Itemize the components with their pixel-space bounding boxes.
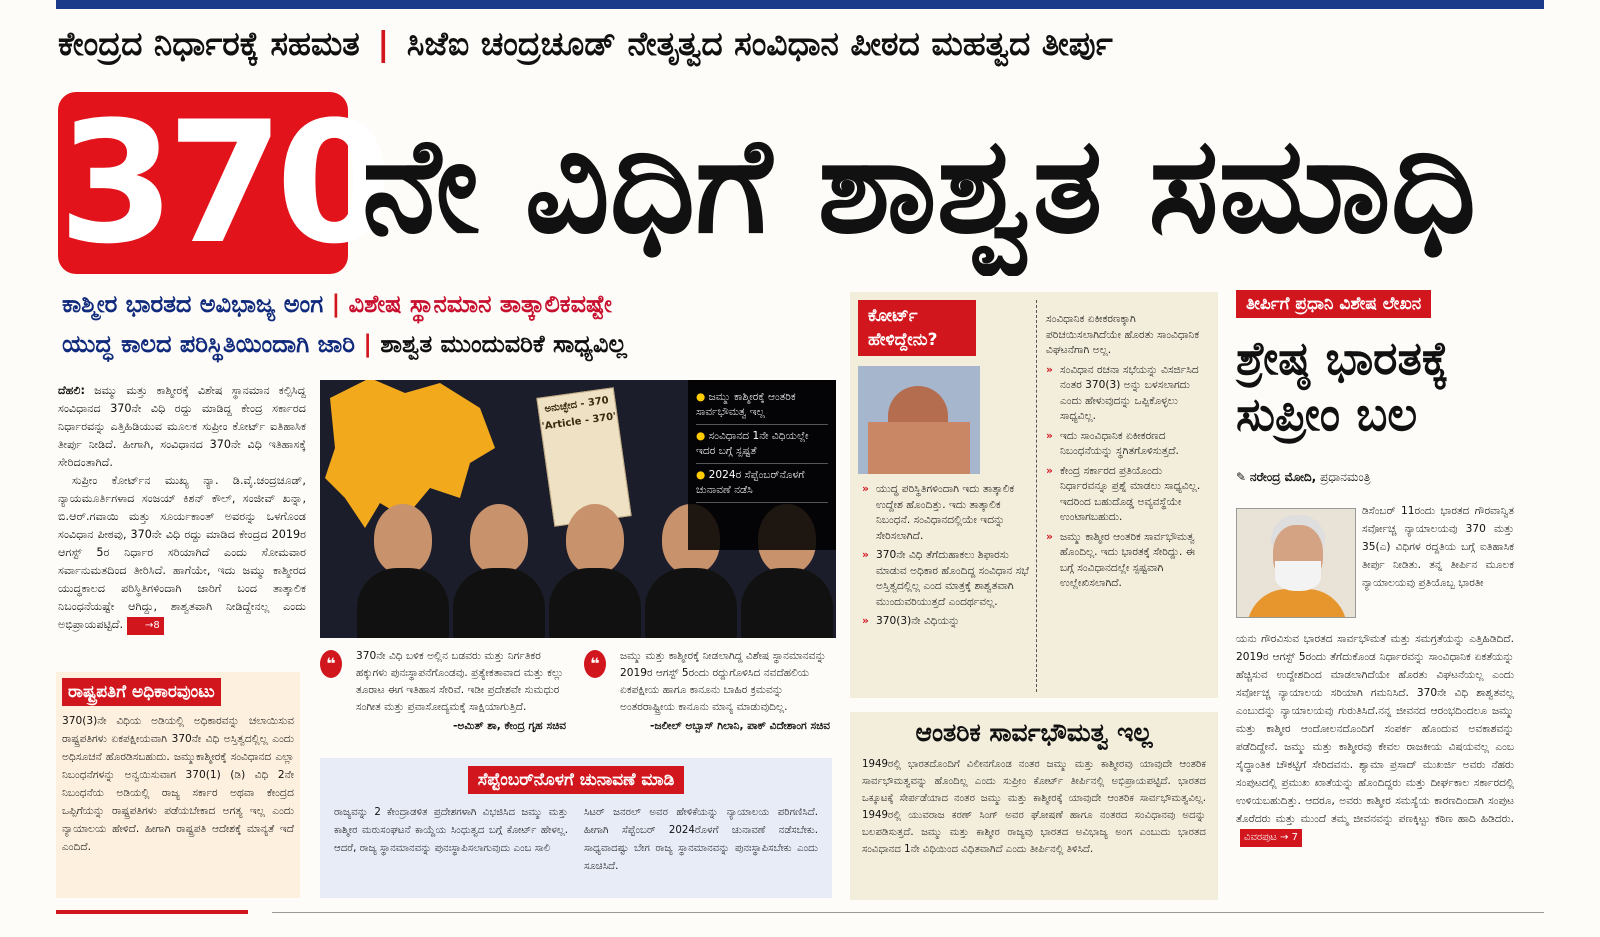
pm-article-title: ಶ್ರೇಷ್ಠ ಭಾರತಕ್ಕೆ ಸುಪ್ರೀಂ ಬಲ: [1236, 331, 1449, 441]
page-ref-badge[interactable]: →8: [127, 617, 164, 635]
president-box-body: 370(3)ನೇ ವಿಧಿಯ ಅಡಿಯಲ್ಲಿ ಅಧಿಕಾರವನ್ನು ಚಲಾಯಿಸುವ ರಾಷ್ಟ್ರಪತಿಗಳು ಏಕಪಕ್ಷೀಯವಾಗಿ 370ನೇ ವಿಧಿ ಅಸ್ತಿತ್ವದಲ್ಲಿಲ್ಲ ಎಂದು ಅಧಿಸೂಚನೆ ಹೊರಡಿಸಬಹುದು. ಜಮ್ಮುಕಾಶ್ಮೀರಕ್ಕೆ ಸಂವಿಧಾನದ ಎಲ್ಲಾ ನಿಬಂಧನೆಗಳನ್ನು ಅನ್ವಯಿಸುವಾಗ 370(1) (ಡಿ) ವಿಧಿ 2ನೇ ನಿಬಂಧನೆಯ ಅಡಿಯಲ್ಲಿ ರಾಜ್ಯ ಸರ್ಕಾರ ಅಥವಾ ಕೇಂದ್ರದ ಒಪ್ಪಿಗೆಯನ್ನು ರಾಷ್ಟ್ರಪತಿಗಳು ಪಡೆಯಬೇಕಾದ ಅಗತ್ಯ ಇಲ್ಲ ಎಂದು ನ್ಯಾಯಾಲಯ ಹೇಳಿದೆ. ಹೀಗಾಗಿ ರಾಷ್ಟ್ರಪತಿ ಆದೇಶಕ್ಕೆ ಮಾನ್ಯತೆ ಇದೆ ಎಂದಿದೆ.: [62, 715, 294, 853]
lead-story: [58, 382, 306, 635]
president-power-box: [56, 672, 300, 898]
sovereignty-body: 1949ರಲ್ಲಿ ಭಾರತದೊಂದಿಗೆ ವಿಲೀನಗೊಂಡ ನಂತರ ಜಮ್ಮು ಮತ್ತು ಕಾಶ್ಮೀರವು ಯಾವುದೇ ಆಂತರಿಕ ಸಾರ್ವಭೌಮತ್ವವನ್ನು ಹೊಂದಿಲ್ಲ ಎಂದು ಸುಪ್ರೀಂ ಕೋರ್ಟ್ ತೀರ್ಪಿನಲ್ಲಿ ಅಭಿಪ್ರಾಯಪಟ್ಟಿದೆ. ಭಾರತದ ಒಕ್ಕೂಟಕ್ಕೆ ಸೇರ್ಪಡೆಯಾದ ನಂತರ ಜಮ್ಮು ಮತ್ತು ಕಾಶ್ಮೀರಕ್ಕೆ ಯಾವುದೇ ಆಂತರಿಕ ಸಾರ್ವಭೌಮತ್ವವಿಲ್ಲ. 1949ರಲ್ಲಿ ಯುವರಾಜ ಕರಣ್ ಸಿಂಗ್ ಅವರ ಘೋಷಣೆ ಹಾಗೂ ನಂತರದ ಸಂವಿಧಾನವು ಅದನ್ನು ಬಲಪಡಿಸುತ್ತದೆ. ಜಮ್ಮು ಮತ್ತು ಕಾಶ್ಮೀರ ರಾಜ್ಯವು ಭಾರತದ ಅವಿಭಾಜ್ಯ ಅಂಗ ಎಂಬುದು ಭಾರತದ ಸಂವಿಧಾನದ 1ನೇ ವಿಧಿಯಿಂದ ವಿಧಿತವಾಗಿದೆ ಎಂದು ತೀರ್ಪಿನಲ್ಲಿ ತಿಳಿಸಿದೆ.: [862, 759, 1206, 855]
court-point-intro: ಸಂವಿಧಾನಿಕ ಏಕೀಕರಣಕ್ಕಾಗಿ ಪರಿಚಯಿಸಲಾಗಿದೆಯೇ ಹೊರತು ಸಾಂವಿಧಾನಿಕ ವಿಘಟನೆಗಾಗಿ ಅಲ್ಲ.: [1046, 313, 1200, 356]
kicker-line: [58, 24, 1544, 64]
pm-article-tag: ತೀರ್ಪಿಗೆ ಪ್ರಧಾನಿ ವಿಶೇಷ ಲೇಖನ: [1236, 290, 1431, 318]
judge-portrait: [456, 504, 542, 638]
court-said-box: [850, 292, 1218, 698]
lead-para-2: ಸುಪ್ರೀಂ ಕೋರ್ಟ್‌ನ ಮುಖ್ಯ ನ್ಯಾ. ಡಿ.ವೈ.ಚಂದ್ರಚೂಡ್, ನ್ಯಾಯಮೂರ್ತಿಗಳಾದ ಸಂಜಯ್ ಕಿಶನ್ ಕೌಲ್, ಸಂಜೀವ್ ಖನ್ನಾ, ಬಿ.ಆರ್.ಗವಾಯಿ ಮತ್ತು ಸೂರ್ಯಕಾಂತ್ ಅವರನ್ನು ಒಳಗೊಂಡ ಸಂವಿಧಾನ ಪೀಠವು, 370ನೇ ವಿಧಿ ರದ್ದು ಮಾಡಿದ ಕೇಂದ್ರದ 2019ರ ಆಗಸ್ಟ್ 5ರ ನಿರ್ಧಾರ ಸರಿಯಾಗಿದೆ ಎಂದು ಸೋಮವಾರ ಸರ್ವಾನುಮತದಿಂದ ತೀರಿಸಿದೆ. ಹಾಗೆಯೇ, ಇದು ಜಮ್ಮು ಕಾಶ್ಮೀರದ ಯುದ್ಧಕಾಲದ ಪರಿಸ್ಥಿತಿಗಳಿಂದಾಗಿ ಜಾರಿಗೆ ಬಂದ ತಾತ್ಕಾಲಿಕ ನಿಬಂಧನೆಯಷ್ಟೇ ಆಗಿದ್ದು, ಶಾಶ್ವತವಾಗಿ ನೀಡಿದ್ದೇನಲ್ಲ ಎಂದು ಅಭಿಪ್ರಾಯಪಟ್ಟಿದೆ.: [58, 474, 306, 631]
fact-item: ● ಸಂವಿಧಾನದ 1ನೇ ವಿಧಿಯಲ್ಲೇ ಇದರ ಬಗ್ಗೆ ಸ್ಪಷ್ಟತೆ: [696, 425, 828, 464]
kicker-left: ಕೇಂದ್ರದ ನಿರ್ಧಾರಕ್ಕೆ ಸಹಮತ: [58, 24, 360, 63]
subhead-bar: |: [331, 290, 341, 318]
election-col-2: ಸಿಟರ್ ಜನರಲ್ ಅವರ ಹೇಳಿಕೆಯನ್ನು ನ್ಯಾಯಾಲಯ ಪರಿಗಣಿಸಿದೆ. ಹೀಗಾಗಿ ಸೆಪ್ಟೆಂಬರ್ 2024ರೊಳಗೆ ಚುನಾವಣೆ ನಡೆಸಬೇಕು. ಸಾಧ್ಯವಾದಷ್ಟು ಬೇಗ ರಾಜ್ಯ ಸ್ಥಾನಮಾನವನ್ನು ಪುನಃಸ್ಥಾಪಿಸಬೇಕು ಎಂದು ಸೂಚಿಸಿದೆ.: [584, 807, 818, 872]
quote-amit-shah: [322, 648, 566, 735]
court-box-title: ಕೋರ್ಟ್ ಹೇಳಿದ್ದೇನು?: [858, 300, 976, 356]
sovereignty-title: ಆಂತರಿಕ ಸಾರ್ವಭೌಮತ್ವ ಇಲ್ಲ: [915, 718, 1153, 747]
court-point: » 370ನೇ ವಿಧಿ ತೆಗೆದುಹಾಕಲು ಶಿಫಾರಸು ಮಾಡುವ ಅಧಿಕಾರ ಹೊಂದಿದ್ದ ಸಂವಿಧಾನ ಸಭೆ ಅಸ್ತಿತ್ವದಲ್ಲಿಲ್ಲ ಎಂದ ಮಾತ್ರಕ್ಕೆ ಶಾಶ್ವತವಾಗಿ ಮುಂದುವರಿಯುತ್ತದೆ ಎಂದರ್ಥವಲ್ಲ.: [862, 548, 1030, 610]
lead-para-1: ಜಮ್ಮು ಮತ್ತು ಕಾಶ್ಮೀರಕ್ಕೆ ವಿಶೇಷ ಸ್ಥಾನಮಾನ ಕಲ್ಪಿಸಿದ್ದ ಸಂವಿಧಾನದ 370ನೇ ವಿಧಿ ರದ್ದು ಮಾಡಿದ್ದ ಕೇಂದ್ರ ಸರ್ಕಾರದ ನಿರ್ಧಾರವನ್ನು ಎತ್ತಿಹಿಡಿಯುವ ಮೂಲಕ ಸುಪ್ರೀಂ ಕೋರ್ಟ್ ಐತಿಹಾಸಿಕ ತೀರ್ಪು ನೀಡಿದೆ. ಹೀಗಾಗಿ, ಸಂವಿಧಾನದ 370ನೇ ವಿಧಿ ಇತಿಹಾಸಕ್ಕೆ ಸೇರಿದಂತಾಗಿದೆ.: [58, 384, 306, 469]
pm-article-body-2: ಯನು ಗೌರವಿಸುವ ಭಾರತದ ಸಾರ್ವಭೌಮತೆ ಮತ್ತು ಸಮಗ್ರತೆಯನ್ನು ಎತ್ತಿಹಿಡಿದಿದೆ. 2019ರ ಆಗಸ್ಟ್ 5ರಂದು ತೆಗೆದುಕೊಂಡ ನಿರ್ಧಾರವನ್ನು ಸಾಂವಿಧಾನಿಕ ಏಕತೆಯನ್ನು ಹೆಚ್ಚಿಸುವ ಉದ್ದೇಶದಿಂದ ಮಾಡಲಾಗಿದೆಯೇ ಹೊರತು ವಿಘಟನೆಯಲ್ಲ ಎಂದು ಸರ್ವೋಚ್ಚ ನ್ಯಾಯಾಲಯ ಸರಿಯಾಗಿ ಗಮನಿಸಿದೆ. 370ನೇ ವಿಧಿ ಶಾಶ್ವತವಲ್ಲ ಎಂಬುದನ್ನು ನ್ಯಾಯಾಲಯವು ಗುರುತಿಸಿದೆ.ನನ್ನ ಜೀವನದ ಆರಂಭದಿಂದಲೂ ಜಮ್ಮು ಮತ್ತು ಕಾಶ್ಮೀರ ಆಂದೋಲನದೊಂದಿಗೆ ಸಂಪರ್ಕ ಹೊಂದುವ ಅವಕಾಶವನ್ನು ಪಡೆದಿದ್ದೇನೆ. ಜಮ್ಮು ಮತ್ತು ಕಾಶ್ಮೀರವು ಕೇವಲ ರಾಜಕೀಯ ವಿಷಯವಲ್ಲ ಎಂಬ ಸೈದ್ಧಾಂತಿಕ ಚೌಕಟ್ಟಿಗೆ ಸೇರಿದವನು. ಶ್ಯಾಮಾ ಪ್ರಸಾದ್ ಮುಖರ್ಜಿ ಅವರು ನೆಹರು ಸಂಪುಟದಲ್ಲಿ ಪ್ರಮುಖ ಖಾತೆಯನ್ನು ಹೊಂದಿದ್ದರು ಮತ್ತು ದೀರ್ಘಕಾಲ ಸರ್ಕಾರದಲ್ಲಿ ಉಳಿಯಬಹುದಿತ್ತು. ಆದರೂ, ಅವರು ಕಾಶ್ಮೀರ ಸಮಸ್ಯೆಯ ಕಾರಣದಿಂದಾಗಿ ಸಂಪುಟ ತೊರೆದರು ಮತ್ತು ಮುಂದೆ ತಮ್ಮ ಜೀವನವನ್ನು ಪಣಕ್ಕಿಟ್ಟು ಕಠಿಣ ಹಾದಿ ಹಿಡಿದರು. ವಿವರಪುಟ → 7: [1236, 630, 1514, 847]
continued-page-ref[interactable]: ವಿವರಪುಟ → 7: [1240, 829, 1302, 847]
quote-attribution: -ಜಲೀಲ್ ಅಬ್ಬಾಸ್ ಗಿಲಾನಿ, ಪಾಕ್ ವಿದೇಶಾಂಗ ಸಚಿವ: [650, 720, 830, 732]
judge-portrait: [552, 504, 638, 638]
bottom-grey-rule: [272, 912, 1544, 913]
court-points-left: [862, 482, 1030, 634]
top-color-bar: [56, 0, 1544, 9]
author-name: ನರೇಂದ್ರ ಮೋದಿ,: [1249, 470, 1317, 484]
court-point: » ಕೇಂದ್ರ ಸರ್ಕಾರದ ಪ್ರತಿಯೊಂದು ನಿರ್ಧಾರವನ್ನೂ ಪ್ರಶ್ನೆ ಮಾಡಲು ಸಾಧ್ಯವಿಲ್ಲ. ಇದರಿಂದ ಬಹುದೊಡ್ಡ ಅವ್ಯವಸ್ಥೆಯೇ ಉಂಟಾಗಬಹುದು.: [1046, 464, 1206, 526]
election-box: [320, 758, 832, 898]
book-title-kannada: ಅನುಚ್ಛೇದ - 370: [543, 395, 610, 415]
byline: [1236, 470, 1371, 485]
quote-attribution: -ಅಮಿತ್ ಶಾ, ಕೇಂದ್ರ ಗೃಹ ಸಚಿವ: [453, 720, 566, 732]
subhead-line-1: [62, 290, 852, 318]
headline-number-370: 370: [58, 85, 385, 281]
election-box-title: ಸೆಪ್ಟೆಂಬರ್‌ನೊಳಗೆ ಚುನಾವಣೆ ಮಾಡಿ: [468, 766, 685, 794]
pen-icon: ✎: [1236, 470, 1247, 484]
supreme-court-building-image: [858, 366, 980, 474]
quote-gilani: [586, 648, 830, 735]
subhead-1b: ವಿಶೇಷ ಸ್ಥಾನಮಾನ ತಾತ್ಕಾಲಿಕವಷ್ಟೇ: [348, 290, 612, 318]
subhead-2a: ಯುದ್ಧ ಕಾಲದ ಪರಿಸ್ಥಿತಿಯಿಂದಾಗಿ ಜಾರಿ: [62, 330, 355, 358]
pm-article-body-1: ಡಿಸೆಂಬರ್ 11ರಂದು ಭಾರತದ ಗೌರವಾನ್ವಿತ ಸರ್ವೋಚ್ಚ ನ್ಯಾಯಾಲಯವು 370 ಮತ್ತು 35(ಎ) ವಿಧಿಗಳ ರದ್ದತಿಯ ಬಗ್ಗೆ ಐತಿಹಾಸಿಕ ತೀರ್ಪು ನೀಡಿತು. ತನ್ನ ತೀರ್ಪಿನ ಮೂಲಕ ನ್ಯಾಯಾಲಯವು ಪ್ರತಿಯೊಬ್ಬ ಭಾರತೀ: [1362, 505, 1514, 589]
author-photo: [1236, 508, 1356, 618]
author-role: ಪ್ರಧಾನಮಂತ್ರಿ: [1320, 470, 1371, 484]
court-point: » ಇದು ಸಾಂವಿಧಾನಿಕ ಏಕೀಕರಣದ ನಿಬಂಧನೆಯನ್ನು ಸ್ಥಗಿತಗೊಳಿಸುತ್ತದೆ.: [1046, 429, 1206, 460]
subhead-line-2: [62, 330, 852, 358]
dashed-divider: [1036, 300, 1037, 692]
court-point: » ಸಂವಿಧಾನ ರಚನಾ ಸಭೆಯನ್ನು ವಿಸರ್ಜಿಸಿದ ನಂತರ 370(3) ಅನ್ನು ಬಳಸಲಾಗದು ಎಂದು ಹೇಳುವುದನ್ನು ಒಪ್ಪಿಕೊಳ್ಳಲು ಸಾಧ್ಯವಿಲ್ಲ.: [1046, 363, 1206, 425]
subhead-2b: ಶಾಶ್ವತ ಮುಂದುವರಿಕೆ ಸಾಧ್ಯವಿಲ್ಲ: [380, 330, 627, 358]
kicker-separator: |: [377, 24, 390, 63]
judge-portrait: [360, 504, 446, 638]
court-point: » ಯುದ್ಧ ಪರಿಸ್ಥಿತಿಗಳಿಂದಾಗಿ ಇದು ತಾತ್ಕಾಲಿಕ ಉದ್ದೇಶ ಹೊಂದಿತ್ತು. ಇದು ತಾತ್ಕಾಲಿಕ ನಿಬಂಧನೆ. ಸಂವಿಧಾನದಲ್ಲಿಯೇ ಇದನ್ನು ಸೇರಿಸಲಾಗಿದೆ.: [862, 482, 1030, 544]
court-point: » ಜಮ್ಮು ಕಾಶ್ಮೀರ ಆಂತರಿಕ ಸಾರ್ವಭೌಮತ್ವ ಹೊಂದಿಲ್ಲ. ಇದು ಭಾರತಕ್ಕೆ ಸೇರಿದ್ದು. ಈ ಬಗ್ಗೆ ಸಂವಿಧಾನದಲ್ಲೇ ಸ್ಪಷ್ಟವಾಗಿ ಉಲ್ಲೇಖಿಸಲಾಗಿದೆ.: [1046, 530, 1206, 592]
lead-photo: [320, 380, 836, 638]
subhead-bar: |: [363, 330, 373, 358]
kicker-right: ಸಿಜೆಐ ಚಂದ್ರಚೂಡ್ ನೇತೃತ್ವದ ಸಂವಿಧಾನ ಪೀಠದ ಮಹತ್ವದ ತೀರ್ಪು: [406, 24, 1113, 63]
bottom-red-rule: [56, 910, 248, 914]
fact-item: ● ಜಮ್ಮು ಕಾಶ್ಮೀರಕ್ಕೆ ಆಂತರಿಕ ಸಾರ್ವಭೌಮತ್ವ ಇಲ್ಲ: [696, 386, 828, 425]
photo-facts-list: [688, 380, 836, 550]
book-title-english: 'Article - 370': [541, 411, 618, 433]
main-headline: ನೇ ವಿಧಿಗೆ ಶಾಶ್ವತ ಸಮಾಧಿ: [362, 109, 1477, 263]
president-box-title: ರಾಷ್ಟ್ರಪತಿಗೆ ಅಧಿಕಾರವುಂಟು: [62, 678, 221, 706]
dateline: ದೆಹಲಿ:: [58, 384, 86, 397]
quote-icon: ❝: [320, 650, 342, 678]
quote-text: ಜಮ್ಮು ಮತ್ತು ಕಾಶ್ಮೀರಕ್ಕೆ ನೀಡಲಾಗಿದ್ದ ವಿಶೇಷ ಸ್ಥಾನಮಾನವನ್ನು 2019ರ ಆಗಸ್ಟ್ 5ರಂದು ರದ್ದುಗೊಳಿಸಿದ ನವದೆಹಲಿಯ ಏಕಪಕ್ಷೀಯ ಹಾಗೂ ಕಾನೂನು ಬಾಹಿರ ಕ್ರಮವನ್ನು ಅಂತರರಾಷ್ಟ್ರೀಯ ಕಾನೂನು ಮಾನ್ಯ ಮಾಡುವುದಿಲ್ಲ.: [620, 650, 827, 713]
subhead-1a: ಕಾಶ್ಮೀರ ಭಾರತದ ಅವಿಭಾಜ್ಯ ಅಂಗ: [62, 290, 324, 318]
court-point: » 370(3)ನೇ ವಿಧಿಯನ್ನು: [862, 614, 1030, 630]
fact-item: ● 2024ರ ಸೆಪ್ಟೆಂಬರ್‌ನೊಳಗೆ ಚುನಾವಣೆ ನಡೆಸಿ: [696, 464, 828, 503]
election-col-1: ರಾಜ್ಯವನ್ನು 2 ಕೇಂದ್ರಾಡಳಿತ ಪ್ರದೇಶಗಳಾಗಿ ವಿಭಜಿಸಿದ ಜಮ್ಮು ಮತ್ತು ಕಾಶ್ಮೀರ ಮರುಸಂಘಟನೆ ಕಾಯ್ದೆಯ ಸಿಂಧುತ್ವದ ಬಗ್ಗೆ ಕೋರ್ಟ್ ಹೇಳಲ್ಲ. ಆದರೆ, ರಾಜ್ಯ ಸ್ಥಾನಮಾನವನ್ನು ಪುನಃಸ್ಥಾಪಿಸಲಾಗುವುದು ಎಂಬ ಸಾಲಿ: [334, 807, 568, 854]
court-points-right: [1046, 312, 1206, 596]
quote-icon: ❝: [584, 650, 606, 678]
sovereignty-box: [850, 712, 1218, 900]
quote-text: 370ನೇ ವಿಧಿ ಬಳಿಕ ಅಲ್ಲಿನ ಬಡವರು ಮತ್ತು ನಿರ್ಗತಿಕರ ಹಕ್ಕುಗಳು ಪುನಃಸ್ಥಾಪನೆಗೊಂಡವು. ಪ್ರತ್ಯೇಕತಾವಾದ ಮತ್ತು ಕಲ್ಲು ತೂರಾಟ ಈಗ ಇತಿಹಾಸ ಸೇರಿವೆ. ಇಡೀ ಪ್ರದೇಶವೇ ಸುಮಧುರ ಸಂಗೀತ ಮತ್ತು ಪ್ರವಾಸೋದ್ಯಮಕ್ಕೆ ಸಾಕ್ಷಿಯಾಗುತ್ತಿದೆ.: [356, 650, 564, 713]
